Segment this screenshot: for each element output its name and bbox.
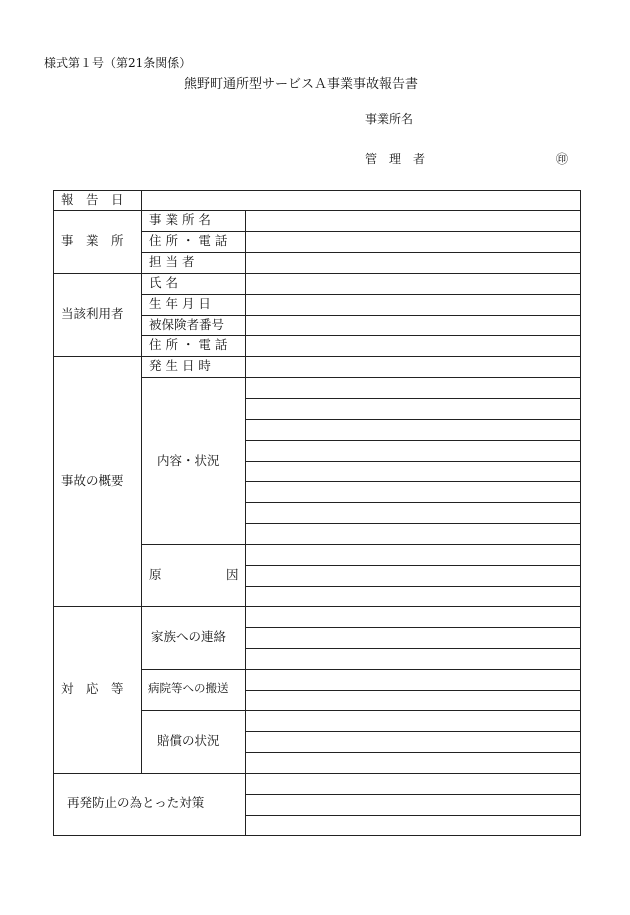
occurrence-datetime-label: 発 生 日 時 [149, 358, 211, 373]
table-border [53, 190, 581, 836]
writing-line [245, 419, 581, 420]
user-address-phone-label: 住 所 ・ 電 話 [149, 337, 228, 352]
row-divider [141, 377, 581, 378]
row-divider [141, 335, 581, 336]
writing-line [245, 523, 581, 524]
report-date-label: 報 告 日 [61, 192, 124, 207]
writing-line [245, 648, 581, 649]
office-group-label: 事 業 所 [61, 233, 124, 248]
column-divider [141, 190, 142, 773]
writing-line [245, 481, 581, 482]
row-divider [53, 210, 581, 211]
office-contact-person-label: 担 当 者 [149, 254, 195, 269]
writing-line [245, 565, 581, 566]
row-divider [53, 773, 581, 774]
writing-line [245, 502, 581, 503]
writing-line [245, 815, 581, 816]
compensation-status-label: 賠償の状況 [157, 733, 220, 748]
row-divider [141, 669, 581, 670]
response-group-label: 対 応 等 [61, 681, 124, 696]
office-name-label: 事業所名 [365, 112, 414, 126]
user-name-label: 氏 名 [149, 275, 178, 290]
writing-line [245, 731, 581, 732]
document-title: 熊野町通所型サービスＡ事業事故報告書 [184, 77, 419, 92]
user-insurance-number-label: 被保険者番号 [149, 317, 225, 332]
writing-line [245, 440, 581, 441]
row-divider [53, 273, 581, 274]
row-divider [53, 356, 581, 357]
row-divider [141, 315, 581, 316]
writing-line [245, 690, 581, 691]
cause-label-right: 因 [226, 567, 239, 582]
row-divider [141, 710, 581, 711]
office-address-phone-label: 住 所 ・ 電 話 [149, 233, 228, 248]
office-name-row-label: 事 業 所 名 [149, 212, 211, 227]
hospital-transport-label: 病院等への搬送 [148, 681, 229, 695]
manager-label: 管 理 者 [365, 152, 426, 166]
writing-line [245, 461, 581, 462]
accident-group-label: 事故の概要 [61, 473, 124, 488]
row-divider [53, 606, 581, 607]
user-group-label: 当該利用者 [61, 306, 124, 321]
writing-line [245, 752, 581, 753]
writing-line [245, 627, 581, 628]
row-divider [141, 294, 581, 295]
writing-line [245, 398, 581, 399]
content-situation-label: 内容・状況 [157, 453, 220, 468]
row-divider [141, 544, 581, 545]
prevention-measures-label: 再発防止の為とった対策 [67, 795, 205, 810]
user-birthdate-label: 生 年 月 日 [149, 296, 211, 311]
row-divider [141, 252, 581, 253]
form-number: 様式第１号（第21条関係） [44, 56, 192, 70]
seal-mark: ㊞ [556, 152, 569, 166]
writing-line [245, 794, 581, 795]
writing-line [245, 586, 581, 587]
row-divider [141, 231, 581, 232]
cause-label-left: 原 [149, 567, 162, 582]
report-table [53, 190, 581, 836]
family-contact-label: 家族への連絡 [151, 629, 227, 644]
